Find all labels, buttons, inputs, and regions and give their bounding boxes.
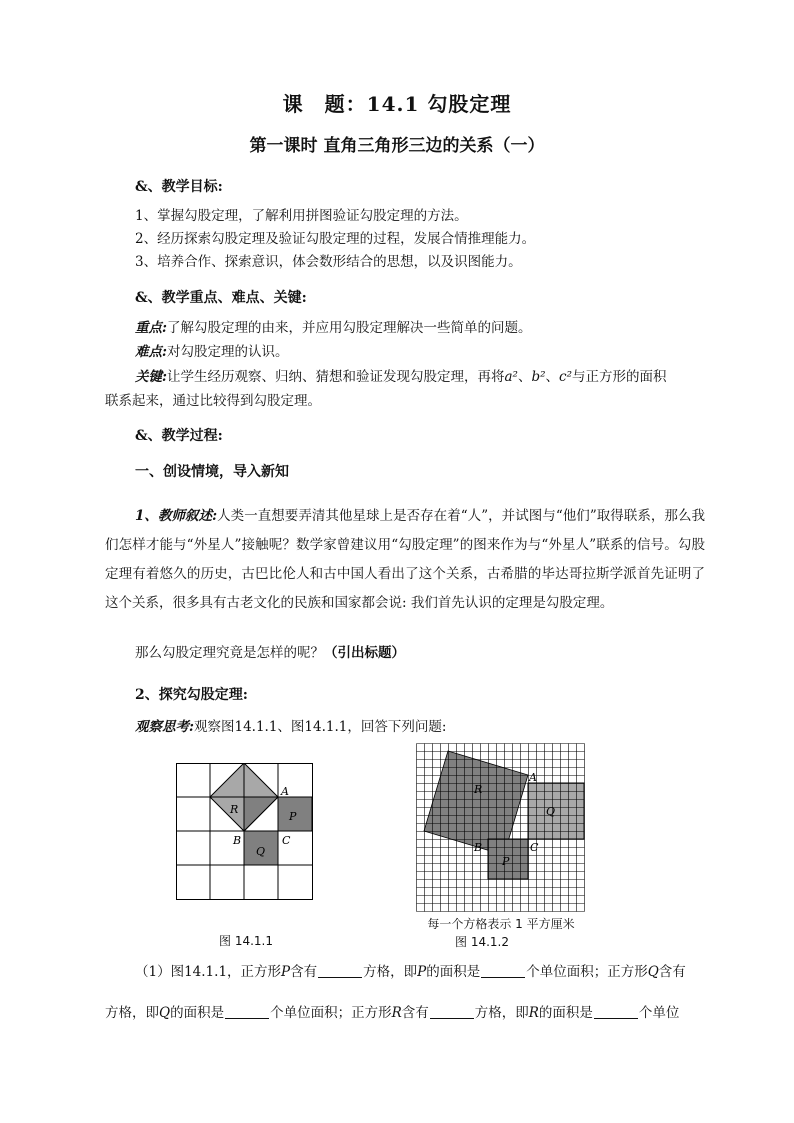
blank-2[interactable] [481,963,525,978]
key-label: 关键: [135,369,167,385]
figure-14-1-2 [416,743,586,913]
focus-label: 重点: [135,320,167,336]
label-R: R [230,803,239,816]
blank-3[interactable] [225,1004,269,1019]
label-Q: Q [256,845,266,858]
keys-heading: &、教学重点、难点、关键: [135,290,307,306]
difficulty-line [135,342,288,362]
q1-text-b: 含有 [290,964,318,980]
key-line-1 [135,367,667,387]
q2-text-d: 含有 [401,1005,429,1021]
q1-text-a: （1）图14.1.1，正方形 [135,964,282,980]
lead-line [135,643,405,663]
page-subtitle: 第一课时 直角三角形三边的关系（一） [249,136,545,156]
q2-sym-r2: R [528,1005,539,1021]
label-B: B [233,834,242,847]
narration-paragraph [105,502,705,618]
q2-text-a: 方格，即 [105,1005,159,1021]
page-title: 课 题：14.1 勾股定理 [282,92,512,116]
key-line-2: 联系起来，通过比较得到勾股定理。 [105,393,321,409]
observe-label: 观察思考: [135,719,194,735]
label-P2: P [502,855,510,868]
q2-text-g: 个单位 [638,1005,680,1021]
question-line-1 [135,962,686,982]
q1-text-e: 个单位面积；正方形 [526,964,648,980]
goal-item-3: 3、培养合作、探索意识，体会数形结合的思想，以及识图能力。 [135,254,522,270]
label-R2: R [474,783,483,796]
focus-text: 了解勾股定理的由来，并应用勾股定理解决一些简单的问题。 [166,320,532,336]
figure-14-1-1 [176,763,316,903]
blank-1[interactable] [318,963,362,978]
q1-text-d: 的面积是 [426,964,481,980]
q2-text-e: 方格，即 [474,1005,529,1021]
goal-item-1: 1、掌握勾股定理，了解利用拼图验证勾股定理的方法。 [135,208,468,224]
figure-2-note: 每一个方格表示 1 平方厘米 [427,917,575,931]
narration-label: 1、教师叙述: [135,508,218,524]
section-2-heading: 2、探究勾股定理: [135,687,248,703]
blank-5[interactable] [594,1004,638,1019]
q2-text-b: 的面积是 [170,1005,225,1021]
key-sep-2: 、 [545,369,560,385]
symbol-b-squared: b² [531,369,546,385]
focus-line [135,318,531,338]
label-A2: A [529,771,537,784]
q2-sym-r: R [391,1005,402,1021]
figure-2-caption: 图 14.1.2 [455,935,509,949]
q1-sym-p2: P [417,964,427,980]
q1-text-f: 含有 [658,964,686,980]
q2-text-c: 个单位面积；正方形 [270,1005,392,1021]
label-C2: C [530,841,539,854]
label-A: A [281,785,289,798]
figure-1-caption: 图 14.1.1 [219,934,273,948]
label-P: P [289,810,297,823]
label-Q2: Q [546,805,556,818]
q1-sym-p: P [281,964,291,980]
q2-text-f: 的面积是 [538,1005,593,1021]
lead-tag: （引出标题） [324,645,405,661]
key-text-2: 与正方形的面积 [572,369,667,385]
label-B2: B [474,841,483,854]
narration-text: 人类一直想要弄清其他星球上是否存在着“人”，并试图与“他们”取得联系，那么我们怎样才能与“外星人”接触呢？数学家曾建议用“勾股定理”的图来作为与“外星人”联系的信号。勾股定理有着悠久的历史，古巴比伦人和古中国人看出了这个关系，古希腊的毕达哥拉斯学派首先证明了这个关系，很多具有古老文化的民族和国家都会说: 我们首先认识的定理是勾股定理。 [105,508,705,611]
q1-sym-q: Q [647,964,659,980]
question-line-2 [105,1003,679,1023]
q2-sym-q: Q [159,1005,171,1021]
symbol-c-squared: c² [559,369,572,385]
triangle-ABC [244,797,278,831]
process-heading: &、教学过程: [135,428,223,444]
section-1-heading: 一、创设情境，导入新知 [135,464,289,480]
label-C: C [282,834,291,847]
goal-item-2: 2、经历探索勾股定理及验证勾股定理的过程，发展合情推理能力。 [135,231,536,247]
key-text-1: 让学生经历观察、归纳、猜想和验证发现勾股定理，再将 [166,369,505,385]
lead-text: 那么勾股定理究竟是怎样的呢？ [135,645,324,661]
key-sep-1: 、 [517,369,532,385]
observe-line [135,717,446,737]
goals-heading: &、教学目标: [135,179,223,195]
observe-text: 观察图14.1.1、图14.1.1，回答下列问题: [193,719,447,735]
difficulty-text: 对勾股定理的认识。 [166,344,289,360]
grid-lines-1 [176,763,313,900]
blank-4[interactable] [430,1004,474,1019]
symbol-a-squared: a² [504,369,518,385]
q1-text-c: 方格，即 [363,964,418,980]
difficulty-label: 难点: [135,344,167,360]
